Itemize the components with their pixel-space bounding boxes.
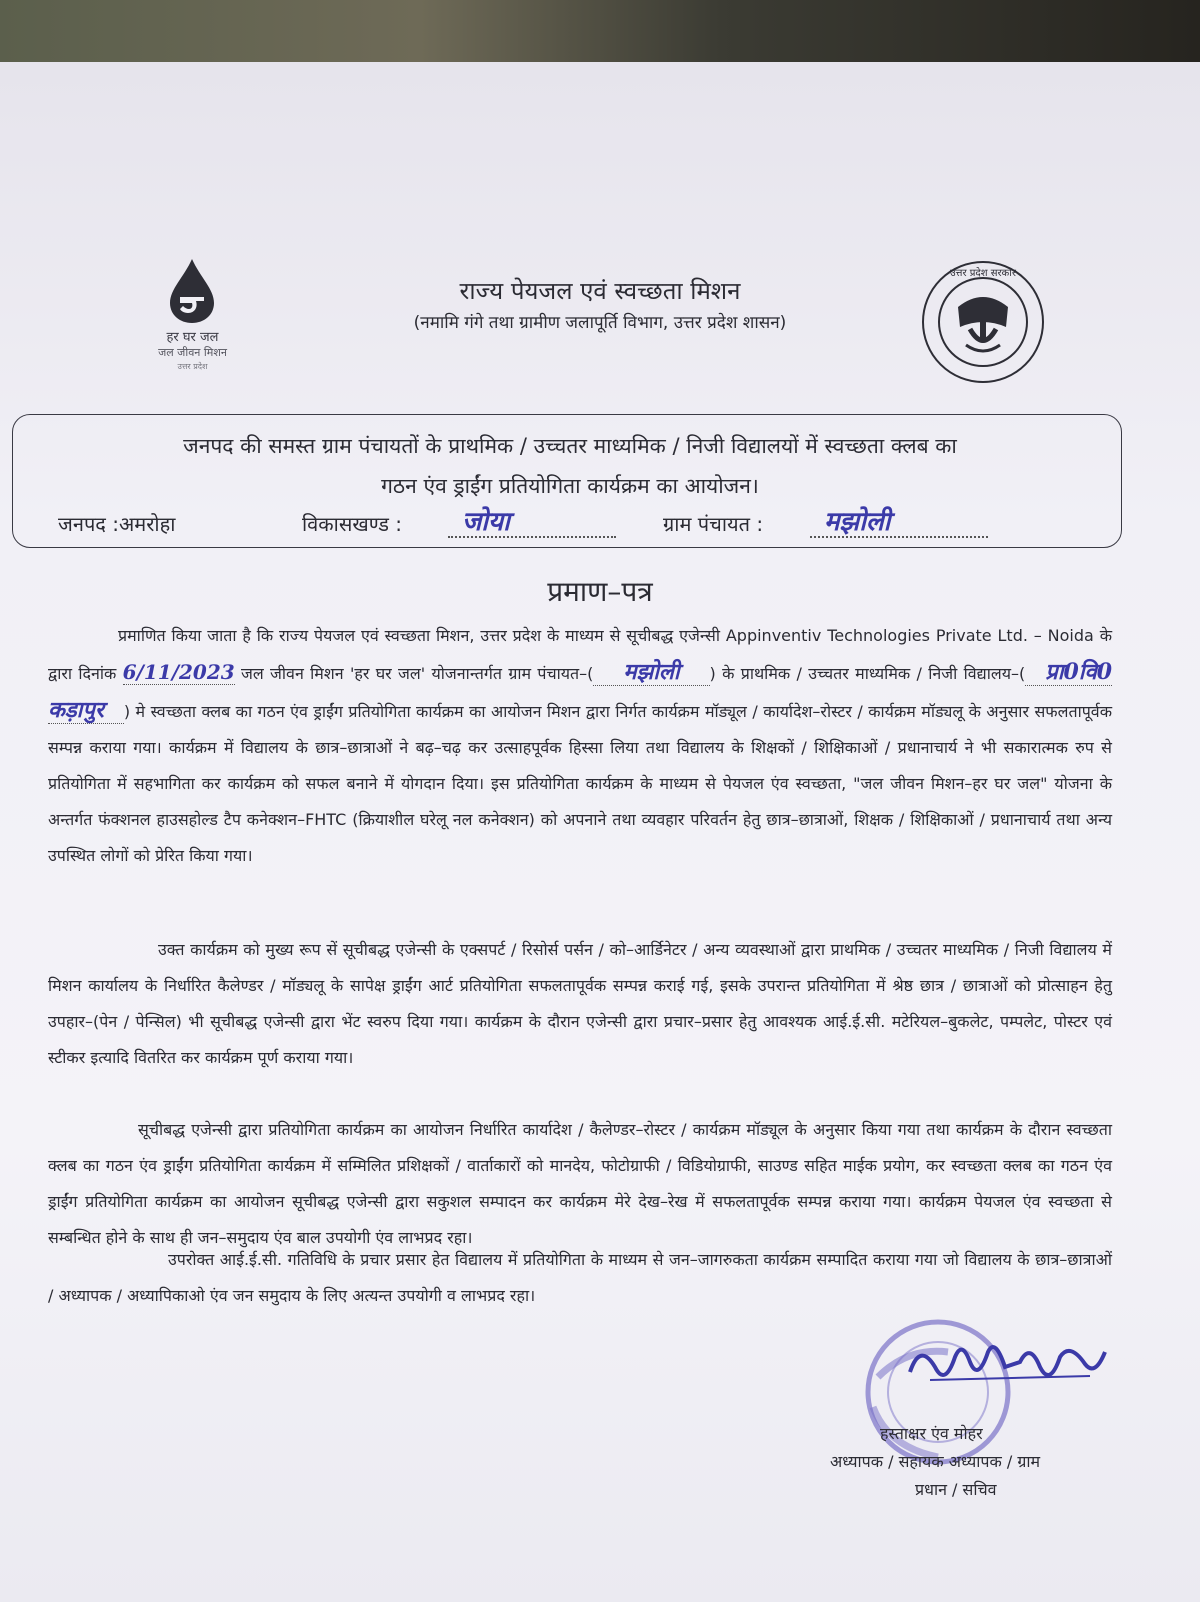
page-title: राज्य पेयजल एवं स्वच्छता मिशन	[459, 277, 741, 305]
paragraph-2-text: उक्त कार्यक्रम को मुख्य रूप सें सूचीबद्ध एजेन्सी के एक्सपर्ट / रिसोर्स पर्सन / को–आर्डिनेटर / अन्य व्यवस्थाओं द्वारा प्राथमिक / उच्चतर माध्यमिक / निजी विद्यालय में मिशन कार्यालय के निर्धारित कैलेण्डर / मॉड्यलू के सापेक्ष ड्राईंग आर्ट प्रतियोगिता सफलतापूर्वक सम्पन्न कराई गई, इसके उपरान्त प्रतियोगिता में श्रेष्ठ छात्र / छात्राओं को प्रोत्साहन हेतु उपहार–(पेन / पेन्सिल) भी सूचीबद्ध एजेन्सी द्वारा भेंट स्वरुप दिया गया। कार्यक्रम के दौरान एजेन्सी द्वारा प्रचार–प्रसार हेतु आवश्यक आई.ई.सी. मटेरियल–बुकलेट, पम्पलेट, पोस्टर एवं स्टीकर इत्यादि वितरित कर कार्यक्रम पूर्ण कराया गया।	[48, 940, 1112, 1067]
program-heading-line-2: गठन एंव ड्राईंग प्रतियोगिता कार्यक्रम का आयोजन।	[381, 474, 759, 498]
handwritten-signature-icon	[900, 1332, 1110, 1402]
date-value: 6/11/2023	[122, 660, 235, 684]
signature-label: हस्ताक्षर एंव मोहर	[880, 1424, 983, 1443]
designation-line-1: अध्यापक / सहायक अध्यापक / ग्राम	[830, 1452, 1041, 1471]
up-govt-seal	[918, 257, 1048, 387]
seal-ring-text: उत्तर प्रदेश सरकार	[950, 268, 1016, 279]
program-heading-line-1: जनपद की समस्त ग्राम पंचायतों के प्राथमिक / उच्चतर माध्यमिक / निजी विद्यालयों में स्वच्छता क्लब का	[183, 434, 957, 458]
paragraph-4-text: उपरोक्त आई.ई.सी. गतिविधि के प्रचार प्रसार हेत विद्यालय में प्रतियोगिता के माध्यम से जन–जागरुकता कार्यक्रम सम्पादित कराया गया जो विद्यालय के छात्र–छात्राओं / अध्यापक / अध्यापिकाओ एंव जन समुदाय के लिए अत्यन्त उपयोगी व लाभप्रद रहा।	[48, 1250, 1112, 1305]
paragraph-1-part-b: जल जीवन मिशन 'हर घर जल' योजनान्तर्गत ग्राम पंचायत–(	[241, 664, 594, 683]
paragraph-4	[48, 1242, 1112, 1314]
gram-panchayat-value: मझोली	[824, 507, 891, 537]
gram-panchayat-label: ग्राम पंचायत :	[663, 512, 764, 536]
page-subtitle: (नमामि गंगे तथा ग्रामीण जलापूर्ति विभाग, उत्तर प्रदेश शासन)	[413, 313, 787, 333]
vikaskhand-value: जोया	[462, 507, 510, 537]
paragraph-1-part-d: ) मे स्वच्छता क्लब का गठन एंव ड्राईंग प्रतियोगिता कार्यक्रम का आयोजन मिशन द्वारा निर्गत कार्यक्रम मॉड्यूल / कार्यादेश–रोस्टर / कार्यक्रम मॉड्यलू के अनुसार सफलतापूर्वक सम्पन्न कराया गया। कार्यक्रम में विद्यालय के छात्र–छात्राओं ने बढ़–चढ़ कर उत्साहपूर्वक हिस्सा लिया तथा विद्यालय के शिक्षकों / शिक्षिकाओं / प्रधानाचार्य ने भी सकारात्मक रुप से प्रतियोगिता में सहभागिता कर कार्यक्रम को सफल बनाने में योगदान दिया। इस प्रतियोगिता कार्यक्रम के माध्यम से पेयजल एंव स्वच्छता, "जल जीवन मिशन–हर घर जल" योजना के अन्तर्गत फंक्शनल हाउसहोल्ड टैप कनेक्शन–FHTC (क्रियाशील घरेलू नल कनेक्शन) को अपनाने तथा व्यवहार परिवर्तन हेतु छात्र–छात्राओं, शिक्षक / शिक्षिकाओं / प्रधानाचार्य तथा अन्य उपस्थित लोगों को प्रेरित किया गया।	[48, 702, 1112, 865]
designation-line-2: प्रधान / सचिव	[915, 1480, 997, 1499]
janpad-label: जनपद :अमरोहा	[58, 512, 176, 536]
logo-line-3: उत्तर प्रदेश	[177, 362, 208, 371]
paragraph-2	[48, 932, 1112, 1076]
vikaskhand-label: विकासखण्ड :	[302, 512, 403, 536]
paragraph-3-text: सूचीबद्ध एजेन्सी द्वारा प्रतियोगिता कार्यक्रम का आयोजन निर्धारित कार्यादेश / कैलेण्डर–रोस्टर / कार्यक्रम मॉड्यूल के अनुसार किया गया तथा कार्यक्रम के दौरान स्वच्छता क्लब का गठन एंव ड्राईंग प्रतियोगिता कार्यक्रम में सम्मिलित प्रशिक्षकों / वार्ताकारों को मानदेय, फोटोग्राफी / विडियोग्राफी, साउण्ड सहित माईक प्रयोग, कर स्वच्छता क्लब का गठन एंव ड्राईंग प्रतियोगिता कार्यक्रम का आयोजन सूचीबद्ध एजेन्सी द्वारा सकुशल सम्पादन कर कार्यक्रम मेरे देख–रेख में सफलतापूर्वक सम्पन्न कराया गया। कार्यक्रम पेयजल एंव स्वच्छता से सम्बन्धित होने के साथ ही जन–समुदाय एंव बाल उपयोगी एंव लाभप्रद रहा।	[48, 1120, 1112, 1247]
gram-panchayat-field	[810, 502, 988, 538]
har-ghar-jal-logo	[138, 257, 248, 377]
logo-line-1: हर घर जल	[166, 330, 219, 345]
logo-line-2: जल जीवन मिशन	[158, 346, 227, 359]
certificate-paper	[0, 62, 1200, 1602]
panchayat-value: मझोली	[593, 659, 709, 686]
certificate-title: प्रमाण–पत्र	[547, 575, 653, 608]
program-heading	[30, 426, 1110, 506]
water-drop-logo-icon	[162, 257, 222, 327]
paragraph-3	[48, 1112, 1112, 1256]
paragraph-1-part-a: प्रमाणित किया जाता है कि राज्य पेयजल एवं स्वच्छता मिशन, उत्तर प्रदेश के माध्यम से सूचीबद्ध एजेन्सी Appinventiv Technologies Private Ltd. – Noida के द्वारा दिनांक	[48, 626, 1112, 683]
vikaskhand-field	[448, 502, 616, 538]
school-value: प्रा0वि0 कड़ापुर	[48, 659, 1112, 723]
paragraph-1-part-c: ) के प्राथमिक / उच्चतर माध्यमिक / निजी विद्यालय–(	[709, 664, 1026, 683]
paragraph-1	[48, 618, 1112, 874]
